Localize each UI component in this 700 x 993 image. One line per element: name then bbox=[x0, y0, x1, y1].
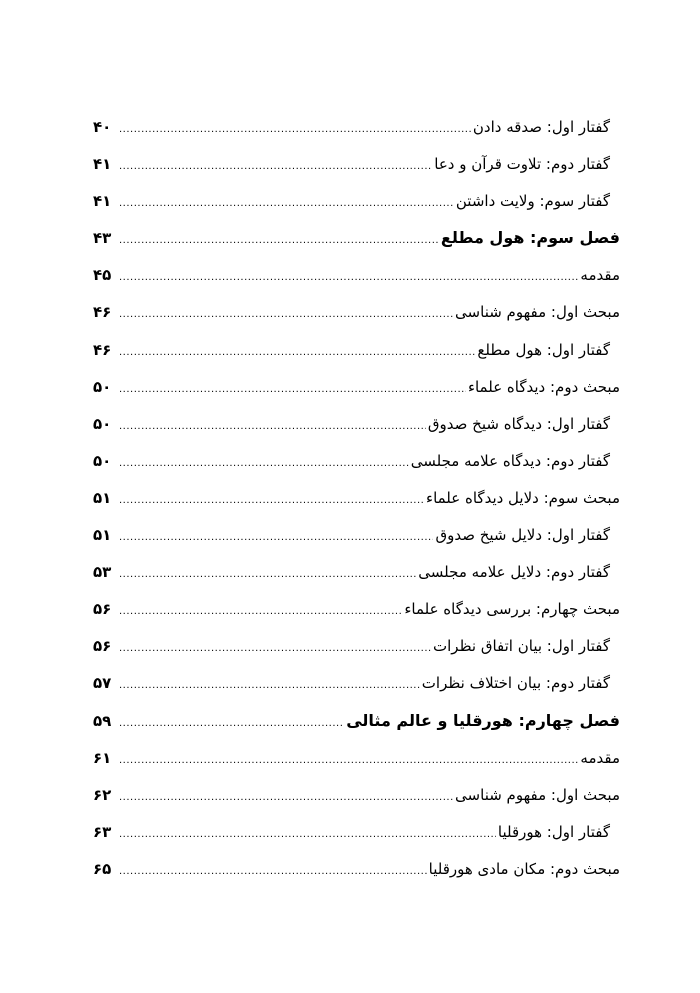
toc-entry[interactable] bbox=[93, 186, 620, 223]
toc-entry-page: ۴۶ bbox=[93, 303, 112, 322]
toc-entry-title: گفتار اول: صدقه دادن bbox=[472, 118, 610, 136]
toc-entry-page: ۴۳ bbox=[93, 229, 112, 248]
dot-leader bbox=[119, 746, 578, 776]
toc-entry-page: ۵۱ bbox=[93, 526, 112, 545]
toc-entry-title: مقدمه bbox=[580, 748, 620, 767]
table-of-contents bbox=[93, 112, 620, 891]
toc-entry-page: ۵۷ bbox=[93, 674, 112, 693]
toc-entry-title: گفتار دوم: دیدگاه علامه مجلسی bbox=[410, 451, 610, 470]
dot-leader bbox=[119, 115, 471, 145]
toc-entry[interactable] bbox=[93, 631, 620, 668]
toc-entry-page: ۶۳ bbox=[93, 822, 112, 841]
toc-entry[interactable] bbox=[93, 409, 620, 446]
toc-entry[interactable] bbox=[93, 335, 620, 372]
dot-leader bbox=[119, 152, 432, 182]
toc-entry-title: مبحث اول: مفهوم شناسی bbox=[455, 785, 620, 804]
toc-entry-title: گفتار اول: دلایل شیخ صدوق bbox=[435, 526, 610, 545]
dot-leader bbox=[119, 709, 344, 739]
toc-entry-title: گفتار اول: هورقلیا bbox=[497, 822, 610, 841]
toc-entry-page: ۴۵ bbox=[93, 266, 112, 285]
toc-entry-page: ۵۰ bbox=[93, 451, 112, 470]
toc-entry[interactable] bbox=[93, 112, 620, 149]
toc-chapter-entry[interactable] bbox=[93, 223, 620, 260]
toc-entry-page: ۵۱ bbox=[93, 488, 112, 507]
toc-entry[interactable] bbox=[93, 668, 620, 705]
dot-leader bbox=[119, 820, 496, 850]
toc-entry-page: ۶۵ bbox=[93, 859, 112, 878]
toc-entry-title: گفتار سوم: ولایت داشتن bbox=[455, 192, 610, 211]
toc-chapter-entry[interactable] bbox=[93, 706, 620, 743]
dot-leader bbox=[119, 338, 475, 368]
dot-leader bbox=[119, 671, 420, 701]
toc-entry-title: مبحث اول: مفهوم شناسی bbox=[455, 303, 620, 322]
toc-entry-page: ۵۰ bbox=[93, 414, 112, 433]
toc-entry-title: گفتار اول: دیدگاه شیخ صدوق bbox=[427, 414, 610, 433]
toc-entry-page: ۴۱ bbox=[93, 155, 112, 174]
toc-entry[interactable] bbox=[93, 817, 620, 854]
toc-entry[interactable] bbox=[93, 780, 620, 817]
dot-leader bbox=[119, 486, 424, 516]
toc-entry-page: ۴۰ bbox=[93, 118, 112, 136]
dot-leader bbox=[119, 449, 409, 479]
toc-entry-title: گفتار اول: هول مطلع bbox=[477, 340, 610, 359]
dot-leader bbox=[119, 857, 427, 887]
toc-entry-title: فصل سوم: هول مطلع bbox=[440, 228, 620, 248]
toc-entry[interactable] bbox=[93, 260, 620, 297]
dot-leader bbox=[119, 226, 439, 256]
toc-entry-title: گفتار دوم: دلایل علامه مجلسی bbox=[418, 563, 610, 582]
toc-entry-title: مقدمه bbox=[580, 266, 620, 285]
dot-leader bbox=[119, 189, 454, 219]
toc-entry[interactable] bbox=[93, 520, 620, 557]
toc-entry-title: گفتار اول: بیان اتفاق نظرات bbox=[433, 637, 610, 656]
toc-entry-title: مبحث دوم: مکان مادی هورقلیا bbox=[428, 859, 620, 878]
toc-entry-title: مبحث چهارم: بررسی دیدگاه علماء bbox=[404, 600, 620, 619]
toc-entry[interactable] bbox=[93, 483, 620, 520]
dot-leader bbox=[119, 263, 578, 293]
toc-entry[interactable] bbox=[93, 372, 620, 409]
toc-entry-title: مبحث سوم: دلایل دیدگاه علماء bbox=[426, 488, 620, 507]
dot-leader bbox=[119, 375, 466, 405]
toc-entry[interactable] bbox=[93, 854, 620, 891]
dot-leader bbox=[119, 300, 453, 330]
toc-entry[interactable] bbox=[93, 149, 620, 186]
dot-leader bbox=[119, 412, 426, 442]
toc-entry-page: ۶۱ bbox=[93, 748, 112, 767]
toc-entry-page: ۵۳ bbox=[93, 563, 112, 582]
toc-entry[interactable] bbox=[93, 446, 620, 483]
toc-entry-page: ۵۹ bbox=[93, 711, 112, 730]
toc-entry[interactable] bbox=[93, 297, 620, 334]
dot-leader bbox=[119, 560, 416, 590]
toc-entry[interactable] bbox=[93, 594, 620, 631]
toc-entry-page: ۵۶ bbox=[93, 637, 112, 656]
toc-entry-page: ۶۲ bbox=[93, 785, 112, 804]
dot-leader bbox=[119, 634, 431, 664]
toc-entry-title: مبحث دوم: دیدگاه علماء bbox=[467, 377, 620, 396]
toc-entry[interactable] bbox=[93, 743, 620, 780]
dot-leader bbox=[119, 523, 433, 553]
toc-entry-title: گفتار دوم: تلاوت قرآن و دعا bbox=[434, 155, 610, 174]
toc-entry-title: گفتار دوم: بیان اختلاف نظرات bbox=[421, 674, 610, 693]
toc-entry[interactable] bbox=[93, 557, 620, 594]
toc-entry-page: ۴۶ bbox=[93, 340, 112, 359]
toc-entry-page: ۵۶ bbox=[93, 600, 112, 619]
toc-entry-page: ۵۰ bbox=[93, 377, 112, 396]
dot-leader bbox=[119, 597, 402, 627]
toc-entry-title: فصل چهارم: هورقلیا و عالم مثالی bbox=[346, 710, 620, 730]
dot-leader bbox=[119, 783, 453, 813]
toc-entry-page: ۴۱ bbox=[93, 192, 112, 211]
